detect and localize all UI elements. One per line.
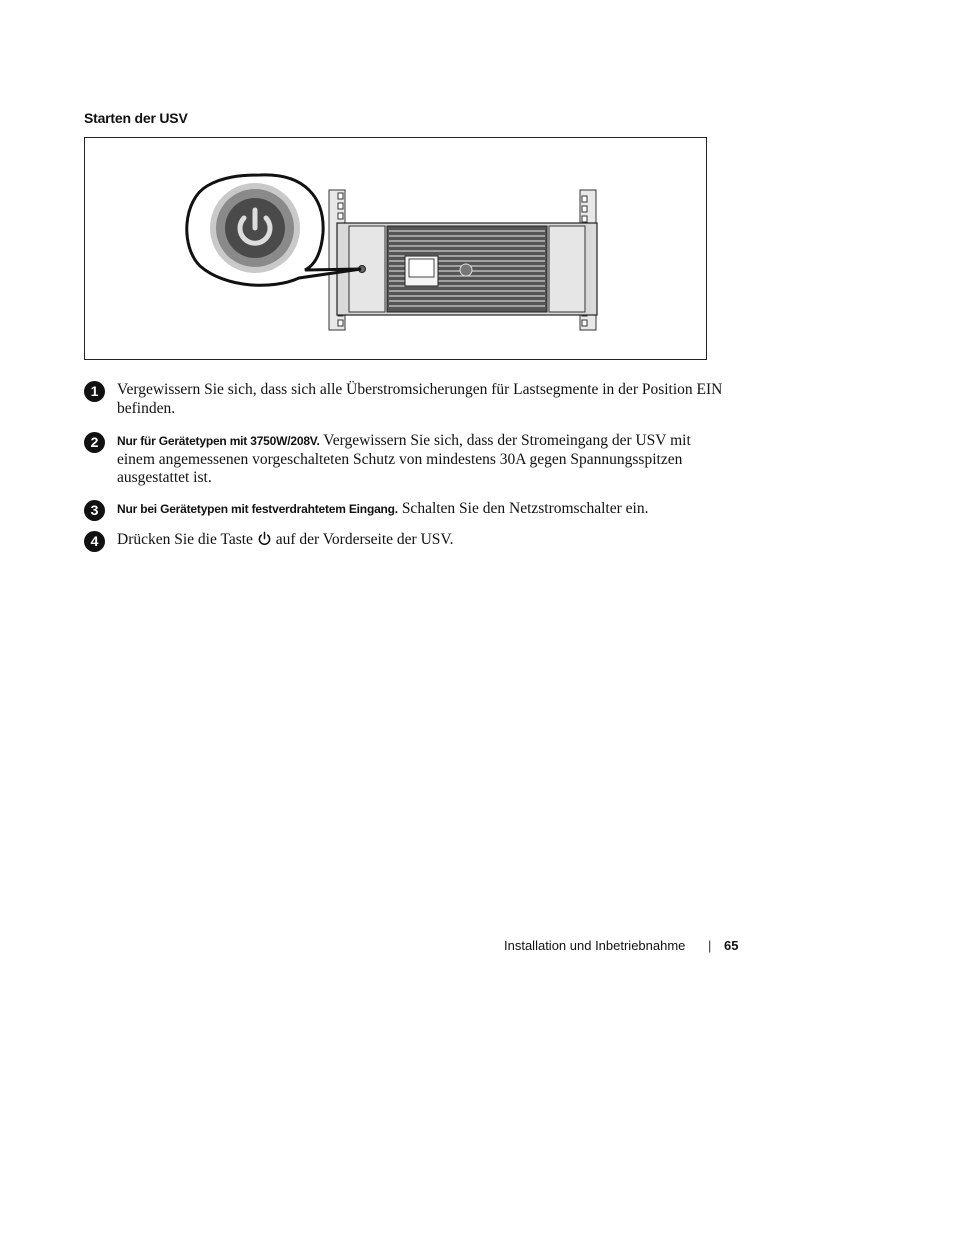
step-body: Schalten Sie den Netzstromschalter ein. — [401, 500, 649, 517]
step-number: 3 — [84, 500, 105, 521]
step-text — [117, 500, 727, 519]
step-text — [117, 531, 727, 550]
step-body-after: auf der Vorderseite der USV. — [275, 531, 454, 548]
step-lead: Nur für Gerätetypen mit 3750W/208V. — [117, 434, 320, 448]
page-number: 65 — [724, 938, 739, 953]
ups-chassis — [337, 223, 597, 315]
footer-separator: | — [708, 938, 712, 953]
step-number: 1 — [84, 381, 105, 402]
power-icon — [257, 531, 272, 546]
page-footer — [504, 938, 739, 953]
ups-front-panel-figure — [84, 137, 707, 360]
step-body: Vergewissern Sie sich, dass der Stromeingang der USV mit einem angemessenen vorgeschalteten Schutz von mindestens 30A gegen Spannungsspitzen ausgestattet ist. — [117, 432, 691, 486]
step-text — [117, 432, 727, 488]
step-lead: Nur bei Gerätetypen mit festverdrahtetem Eingang. — [117, 502, 398, 516]
ups-illustration — [85, 138, 708, 361]
step-number: 4 — [84, 531, 105, 552]
step-body-before: Drücken Sie die Taste — [117, 531, 253, 548]
section-heading: Starten der USV — [84, 110, 188, 126]
step-number: 2 — [84, 432, 105, 453]
step-text: Vergewissern Sie sich, dass sich alle Überstromsicherungen für Lastsegmente in der Position EIN befinden. — [117, 381, 723, 417]
footer-chapter: Installation und Inbetriebnahme — [504, 938, 686, 953]
